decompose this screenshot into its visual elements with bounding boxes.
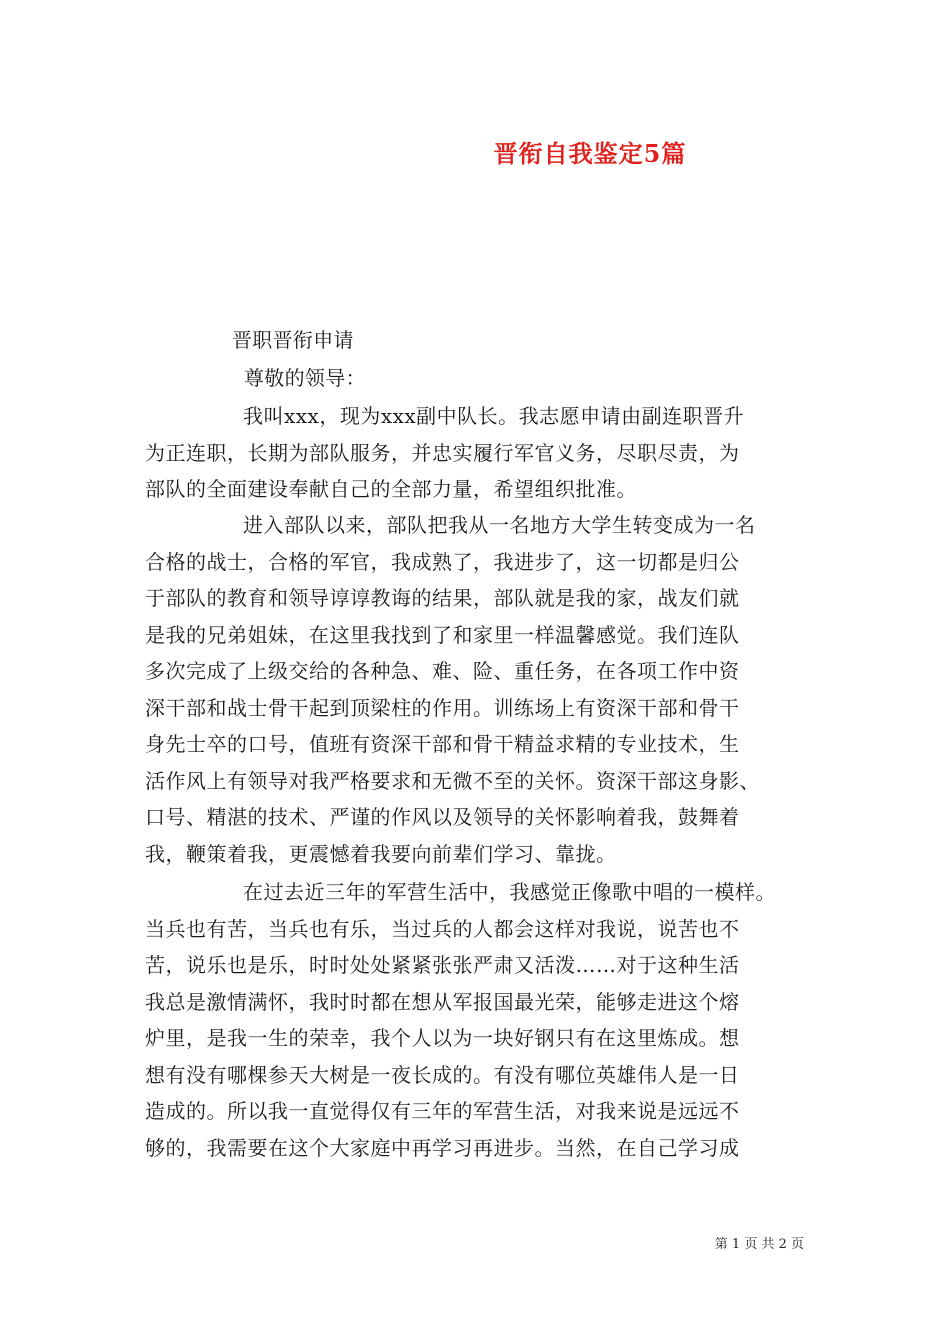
- paragraph-line: 口号、精湛的技术、严谨的作风以及领导的关怀影响着我，鼓舞着: [145, 805, 740, 829]
- paragraph-line: 我，鞭策着我，更震憾着我要向前辈们学习、靠拢。: [145, 841, 617, 866]
- paragraph-line: 多次完成了上级交给的各种急、难、险、重任务，在各项工作中资: [145, 659, 740, 683]
- paragraph-line: 深干部和战士骨干起到顶梁柱的作用。训练场上有资深干部和骨干: [145, 695, 740, 720]
- paragraph-line: 部队的全面建设奉献自己的全部力量，希望组织批准。: [145, 477, 637, 501]
- salutation: 尊敬的领导：: [244, 366, 366, 390]
- paragraph-line: 身先士卒的口号，值班有资深干部和骨干精益求精的专业技术，生: [145, 732, 740, 756]
- paragraph-line: 活作风上有领导对我严格要求和无微不至的关怀。资深干部这身影、: [145, 768, 760, 793]
- paragraph-line: 炉里，是我一生的荣幸，我个人以为一块好钢只有在这里炼成。想: [145, 1026, 740, 1050]
- paragraph-3: [145, 874, 825, 1166]
- document-title: 晋衔自我鉴定5篇: [493, 139, 687, 168]
- paragraph-line: 当兵也有苦，当兵也有乐，当过兵的人都会这样对我说，说苦也不: [145, 916, 740, 941]
- paragraph-line: 造成的。所以我一直觉得仅有三年的军营生活，对我来说是远远不: [145, 1099, 740, 1123]
- paragraph-line: 进入部队以来，部队把我从一名地方大学生转变成为一名: [243, 513, 756, 537]
- paragraph-line: 合格的战士，合格的军官，我成熟了，我进步了，这一切都是归公: [145, 549, 740, 574]
- paragraph-2: [145, 507, 825, 872]
- paragraph-line: 为正连职，长期为部队服务，并忠实履行军官义务，尽职尽责，为: [145, 440, 740, 465]
- paragraph-line: 我总是激情满怀，我时时都在想从军报国最光荣，能够走进这个熔: [145, 989, 740, 1014]
- paragraph-line: 够的，我需要在这个大家庭中再学习再进步。当然，在自己学习成: [145, 1135, 740, 1160]
- paragraph-line: 想有没有哪棵参天大树是一夜长成的。有没有哪位英雄伟人是一日: [145, 1062, 740, 1087]
- paragraph-line: 于部队的教育和领导谆谆教诲的结果，部队就是我的家，战友们就: [145, 586, 740, 610]
- paragraph-line: 苦，说乐也是乐，时时处处紧紧张张严肃又活泼……对于这种生活: [145, 953, 740, 977]
- paragraph-1: [145, 398, 825, 508]
- paragraph-line: 是我的兄弟姐妹，在这里我找到了和家里一样温馨感觉。我们连队: [145, 622, 740, 647]
- section-subtitle: 晋职晋衔申请: [232, 328, 354, 352]
- paragraph-line: 在过去近三年的军营生活中，我感觉正像歌中唱的一模样。: [243, 880, 776, 904]
- paragraph-line: 我叫xxx，现为xxx副中队长。我志愿申请由副连职晋升: [243, 404, 745, 428]
- page-number-footer: 第 1 页 共 2 页: [714, 1237, 804, 1252]
